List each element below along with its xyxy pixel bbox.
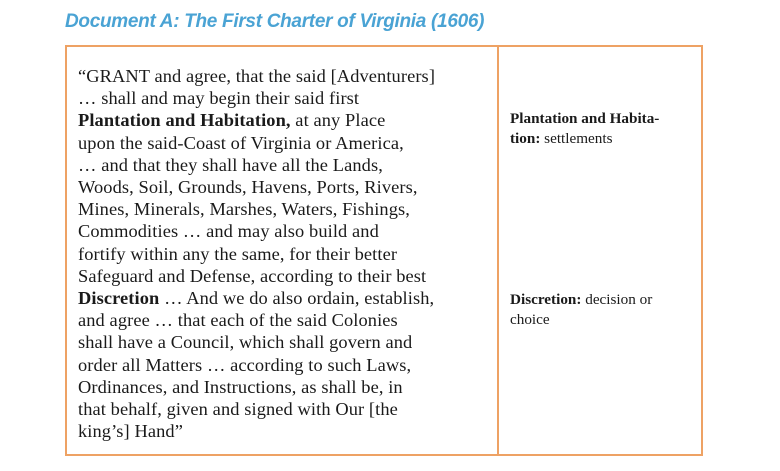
quote-line: king’s] Hand”: [78, 421, 183, 442]
glossary-cell: [499, 47, 701, 454]
quote-line: fortify within any the same, for their better: [78, 243, 398, 264]
quote-line: … and that they shall have all the Lands,: [78, 154, 383, 175]
document-title: Document A: The First Charter of Virginia (1606): [65, 11, 485, 32]
quote-line: Safeguard and Defense, according to their best: [78, 265, 427, 286]
charter-quote: [78, 65, 497, 442]
quote-line: upon the said-Coast of Virginia or America,: [78, 132, 404, 153]
quote-line: Ordinances, and Instructions, as shall be, in: [78, 376, 403, 397]
quote-line: order all Matters … according to such Laws,: [78, 354, 412, 375]
glossary-entry-discretion: [510, 290, 696, 330]
glossary-line: choice: [510, 311, 550, 328]
glossary-term: tion:: [510, 130, 541, 147]
glossary-entry-plantation: [510, 109, 696, 149]
glossary-line: [510, 129, 696, 149]
quote-line: … shall and may begin their said first: [78, 88, 360, 109]
quote-text: … And we do also ordain, establish,: [159, 288, 435, 309]
quote-line: that behalf, given and signed with Our [the: [78, 399, 398, 420]
quote-line: [78, 287, 497, 309]
key-term-discretion: Discretion: [78, 288, 160, 309]
quote-text: at any Place: [290, 110, 386, 131]
quote-line: Mines, Minerals, Marshes, Waters, Fishings,: [78, 199, 410, 220]
glossary-term: Discretion:: [510, 291, 582, 308]
glossary-line: [510, 290, 696, 310]
quote-line: Commodities … and may also build and: [78, 221, 379, 242]
quote-line: and agree … that each of the said Colonies: [78, 310, 398, 331]
glossary-definition: settlements: [540, 130, 613, 147]
glossary-definition: decision or: [581, 291, 653, 308]
key-term-plantation: Plantation and Habitation,: [78, 110, 291, 131]
quote-line: Woods, Soil, Grounds, Havens, Ports, Rivers,: [78, 177, 418, 198]
document-table: [65, 45, 703, 456]
quote-line: “GRANT and agree, that the said [Adventurers]: [78, 66, 436, 86]
quote-line: [78, 109, 497, 131]
glossary-line: [510, 109, 696, 129]
quote-cell: [67, 47, 499, 454]
quote-line: shall have a Council, which shall govern and: [78, 332, 413, 353]
glossary-term: Plantation and Habita-: [510, 110, 660, 127]
